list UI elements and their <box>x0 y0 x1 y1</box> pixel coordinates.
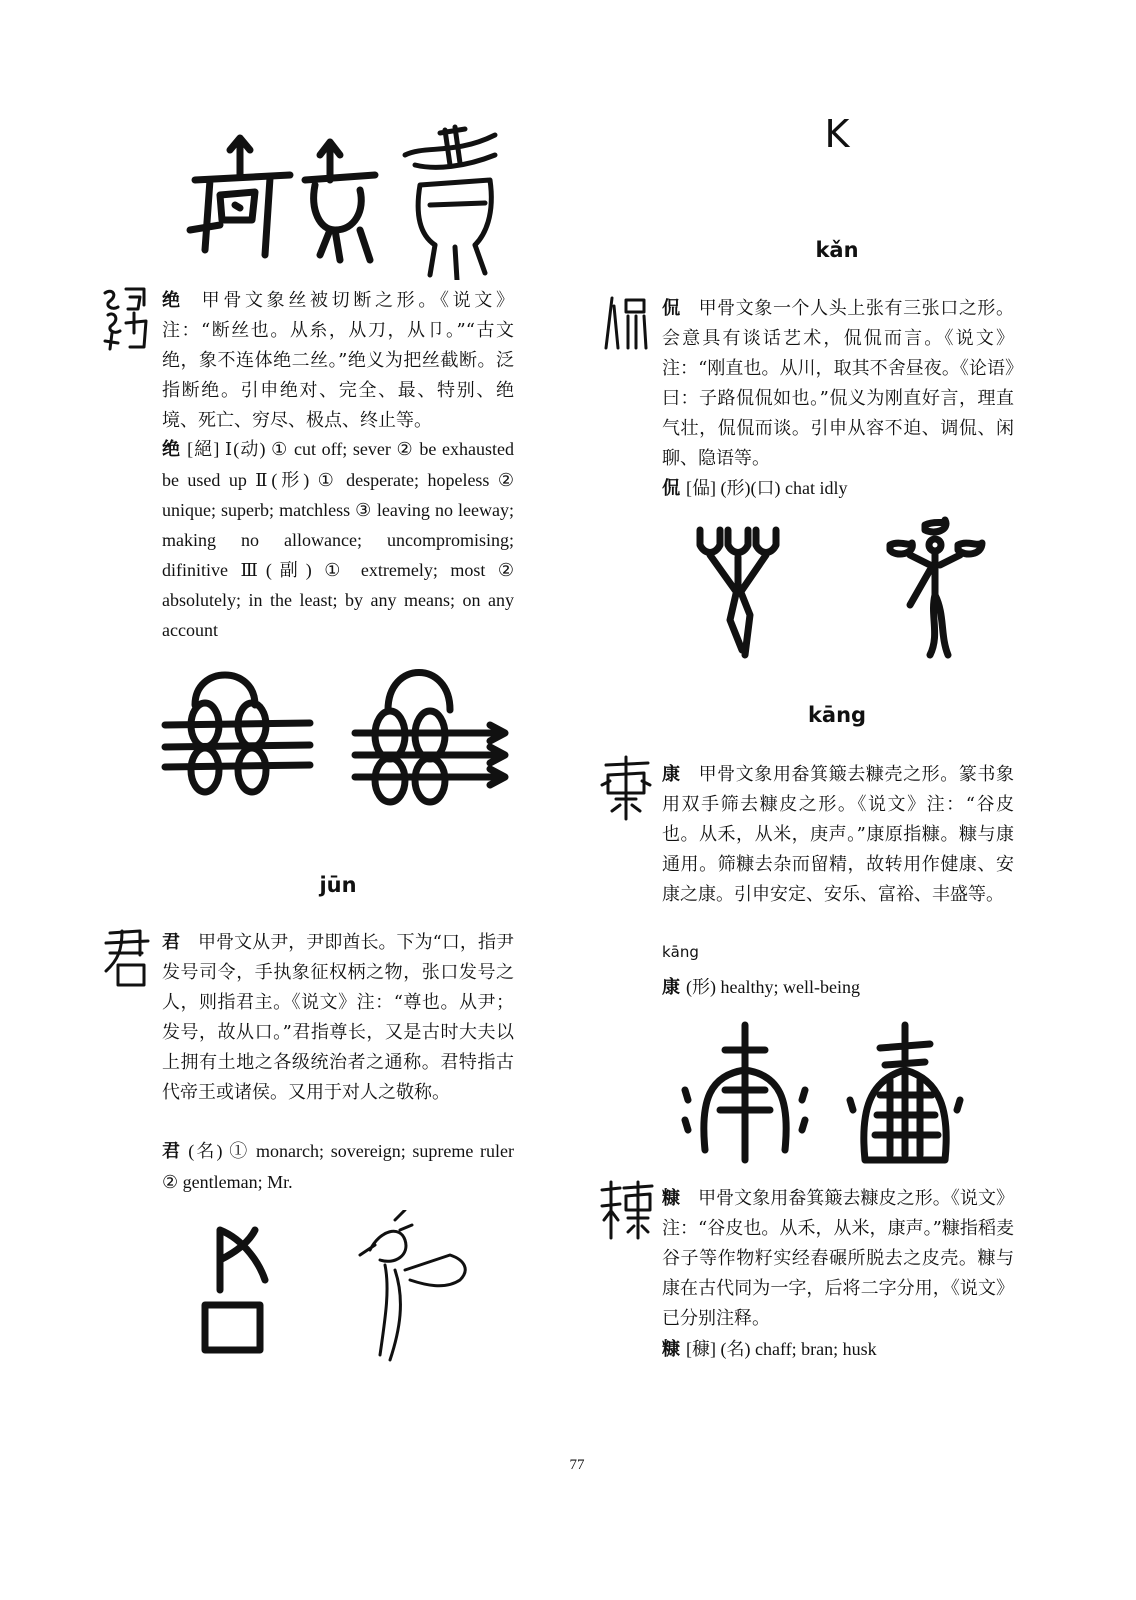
kang-oracle-figure <box>680 1020 980 1170</box>
kang-description <box>662 760 1014 910</box>
jue-english-head: 绝 <box>162 439 182 460</box>
jun-description <box>162 928 514 1108</box>
kan-description-text: 甲骨文象一个人头上张有三张口之形。会意具有谈话艺术，侃侃而言。《说文》注：“刚直也。从川，取其不舍昼夜。《论语》曰：子路侃侃如也。”侃义为刚直好言，理直气壮，侃侃而谈。引申从容不迫、调侃、闲聊、隐语等。 <box>662 298 1015 469</box>
oracle-glyph-icon <box>305 142 375 260</box>
kang2-description <box>662 1184 1014 1334</box>
kan-pinyin: kǎn <box>815 238 859 262</box>
jue-english-text: [絕] Ⅰ(动) ① cut off; sever ② be exhausted be used up Ⅱ(形) ① desperate; hopeless ② unique; superb; matchless ③ leaving no leeway; making no allowance; uncompromising; difinitive Ⅲ(副) ① extremely; most ② absolutely; in the least; by any means; on any account <box>162 439 514 640</box>
oracle-glyph-icon <box>205 1230 265 1350</box>
kang2-seal-glyph <box>598 1180 656 1242</box>
jun-english-head: 君 <box>162 1141 183 1162</box>
oracle-glyph-icon <box>190 138 290 255</box>
oracle-glyph-icon <box>700 530 776 655</box>
oracle-glyph-icon <box>850 1025 960 1160</box>
oracle-glyph-figure-top-left <box>180 120 520 280</box>
oracle-glyph-icon <box>360 1210 465 1360</box>
oracle-glyph-icon <box>890 520 982 655</box>
kan-oracle-figure <box>690 515 1010 665</box>
kang-description-text: 甲骨文象用畚箕簸去糠壳之形。篆书象用双手筛去糠皮之形。《说文》注：“谷皮也。从禾，从米，庚声。”康原指糠。糠与康通用。筛糠去杂而留精，故转用作健康、安康之康。引申安定、安乐、富裕、丰盛等。 <box>662 764 1015 905</box>
seal-glyph-icon <box>106 931 148 987</box>
kang-sub-pinyin: kāng <box>662 943 699 961</box>
oracle-glyph-icon <box>685 1025 805 1160</box>
kang-english-head: 康 <box>662 977 680 998</box>
kang-headword: 康 <box>662 764 681 785</box>
jue-seal-glyph <box>100 283 155 353</box>
kang2-description-text: 甲骨文象用畚箕簸去糠皮之形。《说文》注：“谷皮也。从禾，从米，康声。”糠指稻麦谷子等作物籽实经舂碾所脱去之皮壳。糠与康在古代同为一字，后将二字分用，《说文》已分别注释。 <box>662 1188 1015 1329</box>
jun-pinyin: jūn <box>319 873 357 897</box>
seal-glyph-icon <box>602 757 650 819</box>
kan-english-definition <box>662 473 1014 504</box>
section-letter: K <box>824 112 850 156</box>
kang2-english-head: 糠 <box>662 1339 680 1360</box>
kan-headword: 侃 <box>662 298 681 319</box>
jun-oracle-figure <box>190 1210 490 1370</box>
seal-glyph-icon <box>606 298 646 348</box>
seal-glyph-icon <box>105 289 146 349</box>
jue-oracle-figure <box>160 655 520 815</box>
kang-pinyin: kāng <box>807 703 867 727</box>
kang2-headword: 糠 <box>662 1188 681 1209</box>
kan-english-head: 侃 <box>662 478 680 499</box>
jun-headword: 君 <box>162 932 181 953</box>
jun-english-text: (名) ① monarch; sovereign; supreme ruler ② gentleman; Mr. <box>162 1141 515 1192</box>
oracle-glyph-icon <box>355 673 505 803</box>
jue-headword: 绝 <box>162 290 184 311</box>
jun-seal-glyph <box>100 925 155 990</box>
jue-english-definition <box>162 434 514 645</box>
kang-english-text: (形) healthy; well-being <box>686 977 860 997</box>
kang2-english-definition <box>662 1334 1014 1365</box>
seal-glyph-icon <box>602 1182 652 1238</box>
jue-description-text: 甲骨文象丝被切断之形。《说文》注：“断丝也。从糸，从刀，从卩。”“古文绝，象不连体绝二丝。”绝义为把丝截断。泛指断绝。引申绝对、完全、最、特别、绝境、死亡、穷尽、极点、终止等。 <box>162 290 515 431</box>
jun-description-text: 甲骨文从尹，尹即酋长。下为“口，指尹发号司令，手执象征权柄之物，张口发号之人，则指君主。《说文》注：“尊也。从尹；发号，故从口。”君指尊长，又是古时大夫以上拥有土地之各级统治者之通称。君特指古代帝王或诸侯。又用于对人之敬称。 <box>162 932 514 1103</box>
page-number: 77 <box>569 1457 585 1473</box>
kang-seal-glyph <box>598 755 656 823</box>
kan-description <box>662 294 1014 474</box>
kan-seal-glyph <box>600 292 655 354</box>
oracle-glyph-icon <box>165 675 310 792</box>
oracle-glyph-icon <box>405 127 495 280</box>
kang2-english-text: [穅] (名) chaff; bran; husk <box>686 1339 877 1359</box>
jue-description <box>162 286 514 436</box>
kan-english-text: [偘] (形)(口) chat idly <box>686 478 848 498</box>
kang-english-definition <box>662 972 1014 1003</box>
jun-english-definition <box>162 1136 514 1197</box>
